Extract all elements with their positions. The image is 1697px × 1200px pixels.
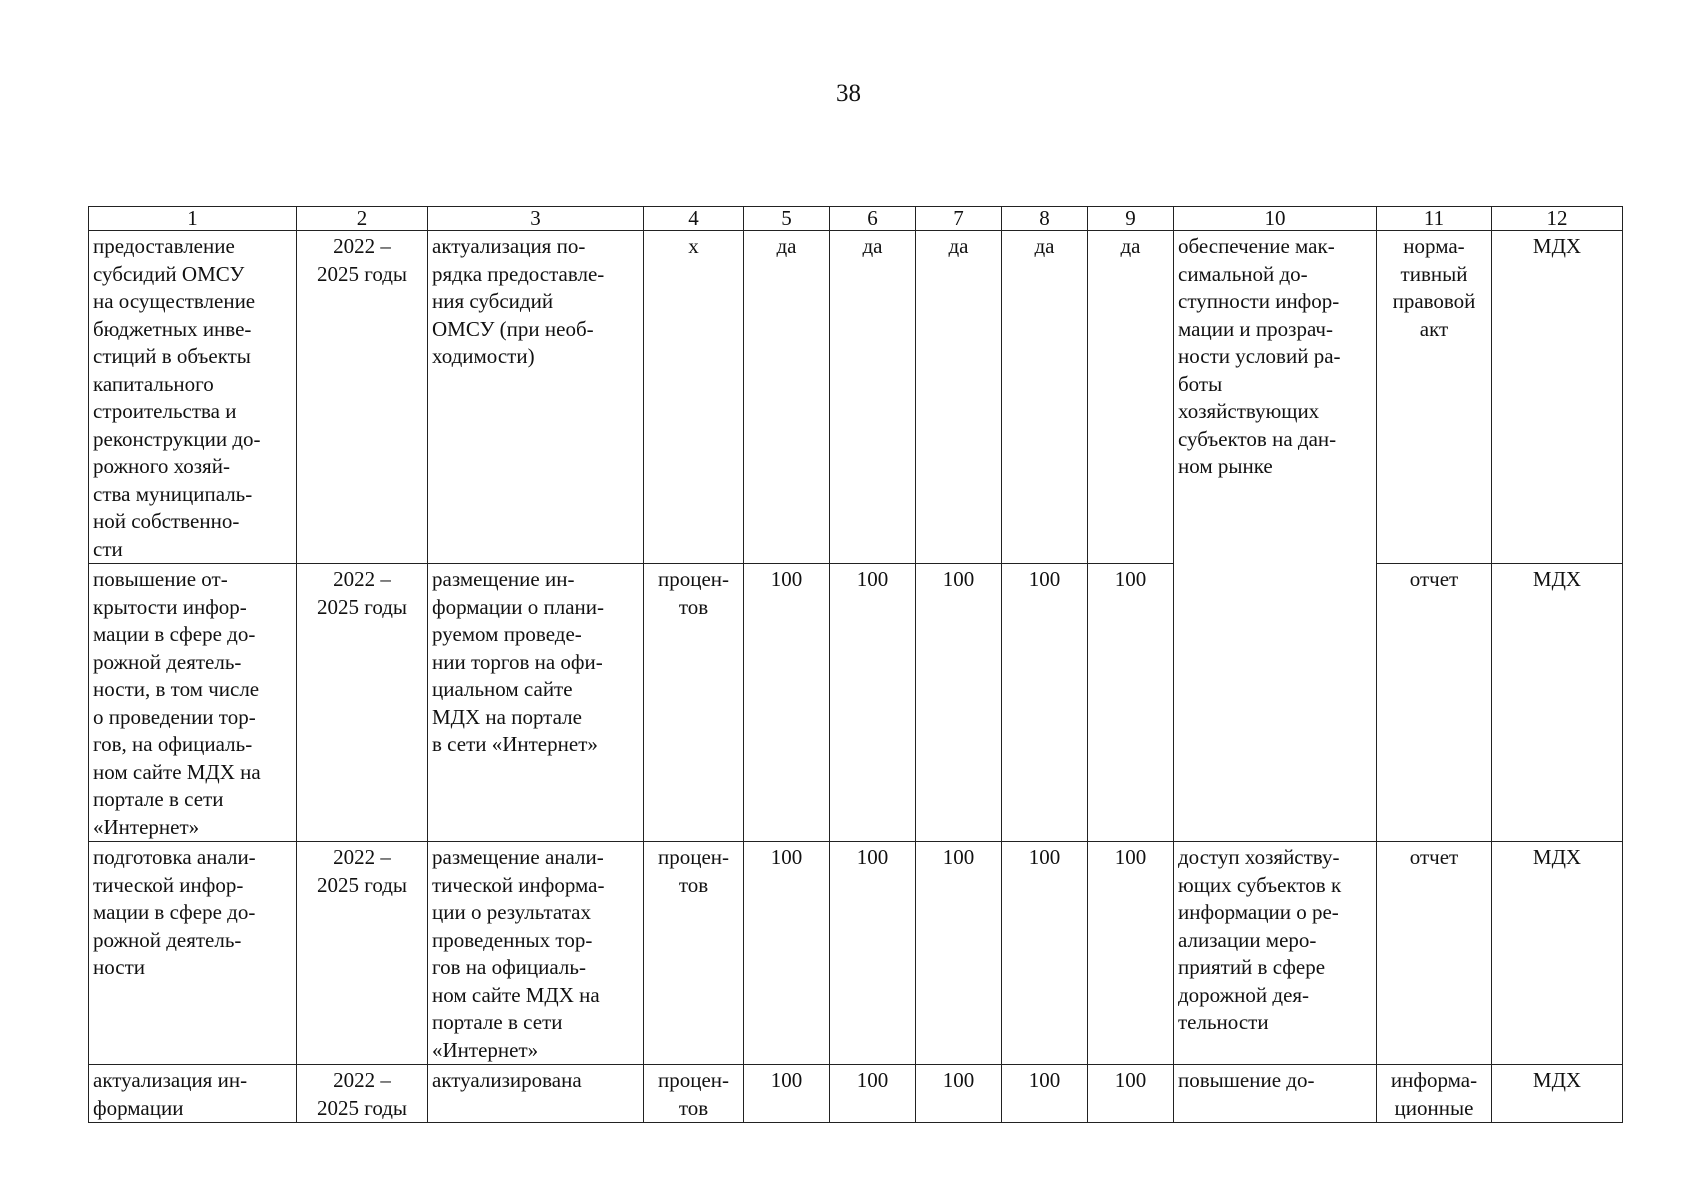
table-header-row [89,207,1623,231]
header-cell: 7 [916,207,1002,231]
measures-table [88,206,1623,1123]
responsible-cell: МДХ [1492,842,1623,1065]
header-cell: 9 [1088,207,1174,231]
value-cell: 100 [1088,842,1174,1065]
indicator-cell: размещение анали- тической информа- ции о результатах проведенных тор- гов на официаль- ном сайте МДХ на портале в сети «Интернет» [428,842,644,1065]
indicator-cell: актуализирована [428,1065,644,1123]
table-row [89,1065,1623,1123]
value-cell: 100 [916,564,1002,842]
responsible-cell: МДХ [1492,231,1623,564]
responsible-cell: МДХ [1492,564,1623,842]
header-cell: 6 [830,207,916,231]
value-cell: 100 [830,564,916,842]
value-cell: 100 [830,842,916,1065]
header-cell: 10 [1174,207,1377,231]
value-cell: 100 [916,842,1002,1065]
value-cell: 100 [744,564,830,842]
period-cell: 2022 – 2025 годы [297,564,428,842]
value-cell: да [916,231,1002,564]
document-cell: информа- ционные [1377,1065,1492,1123]
result-cell: доступ хозяйству- ющих субъектов к информации о ре- ализации меро- приятий в сфере дорожной дея- тельности [1174,842,1377,1065]
document-cell: норма- тивный правовой акт [1377,231,1492,564]
indicator-cell: размещение ин- формации о плани- руемом проведе- нии торгов на офи- циальном сайте МДХ на портале в сети «Интернет» [428,564,644,842]
table-row [89,842,1623,1065]
measure-cell: актуализация ин- формации [89,1065,297,1123]
result-cell: обеспечение мак- симальной до- ступности инфор- мации и прозрач- ности условий ра- боты хозяйствующих субъектов на дан- ном рынке [1174,231,1377,564]
value-cell: 100 [744,842,830,1065]
value-cell: 100 [744,1065,830,1123]
period-cell: 2022 – 2025 годы [297,231,428,564]
table-row [89,231,1623,564]
document-cell: отчет [1377,842,1492,1065]
header-cell: 12 [1492,207,1623,231]
header-cell: 3 [428,207,644,231]
period-cell: 2022 – 2025 годы [297,1065,428,1123]
document-cell: отчет [1377,564,1492,842]
result-cell: повышение до- [1174,1065,1377,1123]
unit-cell: процен- тов [644,842,744,1065]
indicator-cell: актуализация по- рядка предоставле- ния субсидий ОМСУ (при необ- ходимости) [428,231,644,564]
value-cell: да [1002,231,1088,564]
header-cell: 4 [644,207,744,231]
header-cell: 11 [1377,207,1492,231]
table-row [89,564,1623,842]
page-number: 38 [836,80,861,107]
value-cell: 100 [1002,564,1088,842]
responsible-cell: МДХ [1492,1065,1623,1123]
result-cell [1174,564,1377,842]
unit-cell: процен- тов [644,564,744,842]
header-cell: 2 [297,207,428,231]
value-cell: да [744,231,830,564]
value-cell: да [830,231,916,564]
header-cell: 8 [1002,207,1088,231]
measure-cell: повышение от- крытости инфор- мации в сфере до- рожной деятель- ности, в том числе о проведении тор- гов, на официаль- ном сайте МДХ на портале в сети «Интернет» [89,564,297,842]
value-cell: да [1088,231,1174,564]
unit-cell: процен- тов [644,1065,744,1123]
header-cell: 1 [89,207,297,231]
value-cell: 100 [1002,842,1088,1065]
measure-cell: предоставление субсидий ОМСУ на осуществление бюджетных инве- стиций в объекты капитального строительства и реконструкции до- рожного хозяй- ства муниципаль- ной собственно- сти [89,231,297,564]
header-cell: 5 [744,207,830,231]
value-cell: 100 [1002,1065,1088,1123]
period-cell: 2022 – 2025 годы [297,842,428,1065]
value-cell: 100 [1088,564,1174,842]
unit-cell: х [644,231,744,564]
value-cell: 100 [916,1065,1002,1123]
value-cell: 100 [1088,1065,1174,1123]
measure-cell: подготовка анали- тической инфор- мации в сфере до- рожной деятель- ности [89,842,297,1065]
value-cell: 100 [830,1065,916,1123]
